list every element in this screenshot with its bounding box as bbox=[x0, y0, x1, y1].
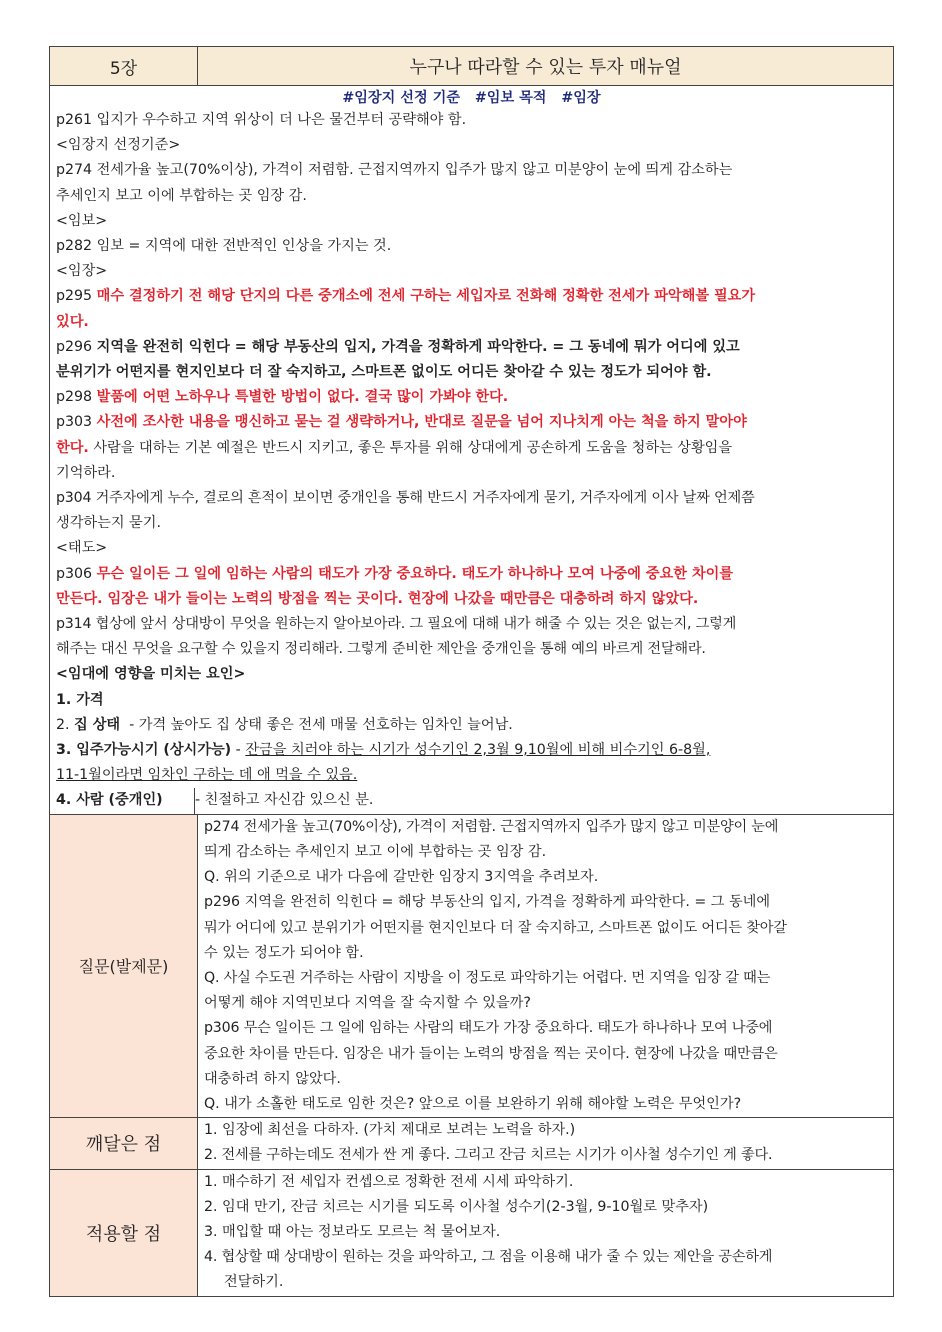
question-1-q: Q. 위의 기준으로 내가 다음에 갈만한 임장지 3지역을 추려보자. bbox=[204, 869, 599, 886]
section-report: <임보> bbox=[56, 212, 108, 229]
realized-row bbox=[50, 1118, 894, 1169]
question-1-line2: 띄게 감소하는 추세인지 보고 이에 부합하는 곳 임장 감. bbox=[204, 843, 547, 860]
title-cell bbox=[198, 47, 894, 86]
worksheet-table bbox=[49, 46, 894, 1297]
realized-label: 깨달은 점 bbox=[85, 1134, 162, 1156]
section-visit: <임장> bbox=[56, 263, 108, 280]
apply-item-3: 3. 매입할 때 아는 정보라도 모르는 척 물어보자. bbox=[204, 1223, 501, 1240]
section-attitude: <태도> bbox=[56, 540, 108, 557]
question-2-line2: 뭐가 어디에 있고 분위기가 어떤지를 현지인보다 더 잘 숙지하고, 스마트폰 없이도 어디든 찾아갈 bbox=[204, 919, 787, 936]
note-p295-line1 bbox=[56, 284, 887, 309]
factor-agent-row bbox=[50, 788, 893, 813]
page-ref: p303 bbox=[56, 414, 97, 431]
note-p261: p261 입지가 우수하고 지역 위상이 더 나은 물건부터 공략해야 함. bbox=[56, 112, 467, 128]
question-2-q1: Q. 사실 수도권 거주하는 사람이 지방을 이 정도로 파악하기는 어렵다. 먼 지역을 임장 갈 때는 bbox=[204, 969, 771, 986]
note-p298 bbox=[56, 385, 887, 410]
note-p303-line1 bbox=[56, 410, 887, 435]
highlight-text: 매수 결정하기 전 해당 단지의 다른 중개소에 전세 구하는 세입자로 전화해 정확한 전세가 파악해볼 필요가 bbox=[96, 288, 756, 305]
bold-text: 지역을 완전히 익힌다 = 해당 부동산의 입지, 가격을 정확하게 파악한다. = 그 동네에 뭐가 어디에 있고 bbox=[96, 338, 740, 355]
realized-item-2: 2. 전세를 구하는데도 전세가 싼 게 좋다. 그리고 잔금 치르는 시기가 이사철 성수기인 게 좋다. bbox=[204, 1147, 773, 1164]
note-p304-line1: p304 거주자에게 누수, 결로의 흔적이 보이면 중개인을 통해 반드시 거주자에게 묻기, 거주자에게 이사 날짜 언제쯤 bbox=[56, 490, 755, 507]
highlight-text: 무슨 일이든 그 일에 임하는 사람의 태도가 가장 중요하다. 태도가 하나하나 모여 나중에 중요한 차이를 bbox=[96, 565, 734, 582]
apply-label: 적용할 점 bbox=[85, 1223, 162, 1245]
page-ref: p306 bbox=[56, 565, 97, 582]
question-3-line2: 중요한 차이를 만든다. 임장은 내가 들이는 노력의 방점을 찍는 곳이다. 현장에 나갔을 때만큼은 bbox=[204, 1045, 778, 1062]
realized-cell bbox=[198, 1118, 894, 1169]
question-2-line3: 수 있는 정도가 되어야 함. bbox=[204, 944, 364, 961]
apply-cell bbox=[198, 1169, 894, 1296]
questions-label: 질문(발제문) bbox=[78, 957, 169, 977]
questions-label-cell bbox=[50, 814, 198, 1117]
note-p306-line2: 만든다. 임장은 내가 들이는 노력의 방점을 찍는 곳이다. 현장에 나갔을 때만큼은 대충하려 하지 않았다. bbox=[56, 590, 699, 607]
factor-title: 3. 입주가능시기 (상시가능) bbox=[56, 742, 232, 759]
question-3-line3: 대충하려 하지 않았다. bbox=[204, 1070, 341, 1087]
factor-desc: 잔금을 치러야 하는 시기가 성수기인 2,3월 9,10월에 비해 비수기인 6-8월, bbox=[245, 742, 711, 759]
note-p303-line3: 기억하라. bbox=[56, 464, 116, 481]
header-row bbox=[50, 47, 894, 86]
apply-item-4-line1: 4. 협상할 때 상대방이 원하는 것을 파악하고, 그 점을 이용해 내가 줄 수 있는 제안을 공손하게 bbox=[204, 1249, 773, 1266]
section-site-criteria: <임장지 선정기준> bbox=[56, 137, 181, 154]
factor-title: 4. 사람 (중개인) bbox=[56, 792, 163, 809]
questions-cell bbox=[198, 814, 894, 1117]
factor-number: 2. bbox=[56, 716, 75, 733]
page-ref: p298 bbox=[56, 389, 97, 406]
note-p304-line2: 생각하는지 묻기. bbox=[56, 515, 161, 532]
note-p295-line2: 있다. bbox=[56, 313, 89, 330]
highlight-text: 한다. bbox=[56, 439, 89, 456]
highlight-text: 사전에 조사한 내용을 맹신하고 묻는 걸 생략하거나, 반대로 질문을 넘어 지나치게 아는 척을 하지 말아야 bbox=[96, 414, 747, 431]
summary-cell bbox=[50, 86, 894, 815]
note-p296-line2: 분위기가 어떤지를 현지인보다 더 잘 숙지하고, 스마트폰 없이도 어디든 찾아갈 수 있는 정도가 되어야 함. bbox=[56, 364, 712, 381]
apply-item-4-line2: 전달하기. bbox=[224, 1274, 284, 1291]
question-3-line1: p306 무슨 일이든 그 일에 임하는 사람의 태도가 가장 중요하다. 태도가 하나하나 모여 나중에 bbox=[204, 1020, 773, 1037]
question-2-q2: 어떻게 해야 지역민보다 지역을 잘 숙지할 수 있을까? bbox=[204, 995, 531, 1012]
note-p314-line1: p314 협상에 앞서 상대방이 무엇을 원하는지 알아보아라. 그 필요에 대해 내가 해줄 수 있는 것은 없는지, 그렇게 bbox=[56, 616, 737, 633]
factor-condition bbox=[56, 713, 887, 738]
factor-move-in-line1 bbox=[56, 738, 887, 763]
realized-label-cell bbox=[50, 1118, 198, 1169]
page-ref: p296 bbox=[56, 338, 97, 355]
factor-title: 집 상태 bbox=[74, 716, 121, 733]
summary-row bbox=[50, 86, 894, 815]
note-p314-line2: 해주는 대신 무엇을 요구할 수 있을지 정리해라. 그렇게 준비한 제안을 중개인을 통해 예의 바르게 전달해라. bbox=[56, 641, 706, 658]
factor-desc: - 가격 높아도 집 상태 좋은 전세 매물 선호하는 임차인 늘어남. bbox=[120, 716, 513, 733]
factor-dash: - bbox=[231, 742, 246, 759]
questions-row bbox=[50, 814, 894, 1117]
page-ref: p295 bbox=[56, 288, 97, 305]
apply-label-cell bbox=[50, 1169, 198, 1296]
note-p303-line2 bbox=[56, 436, 887, 461]
note-p296-line1 bbox=[56, 335, 887, 360]
note-p282: p282 임보 = 지역에 대한 전반적인 인상을 가지는 것. bbox=[56, 238, 392, 255]
plain-text: 사람을 대하는 기본 예절은 반드시 지키고, 좋은 투자를 위해 상대에게 공손하게 도움을 청하는 상황임을 bbox=[88, 439, 733, 456]
factor-desc: - 친절하고 자신감 있으신 분. bbox=[195, 792, 374, 809]
factor-price: 1. 가격 bbox=[56, 691, 104, 708]
chapter-label: 5장 bbox=[109, 58, 138, 79]
hashtags: #임장지 선정 기준 #임보 목적 #임장 bbox=[342, 90, 601, 106]
note-p306-line1 bbox=[56, 562, 887, 587]
note-p274-line1: p274 전세가율 높고(70%이상), 가격이 저렴함. 근접지역까지 입주가 많지 않고 미분양이 눈에 띄게 감소하는 bbox=[56, 162, 733, 179]
question-3-q: Q. 내가 소홀한 태도로 임한 것은? 앞으로 이를 보완하기 위해 해야할 노력은 무엇인가? bbox=[204, 1095, 742, 1112]
note-p274-line2: 추세인지 보고 이에 부합하는 곳 임장 감. bbox=[56, 187, 307, 204]
apply-row bbox=[50, 1169, 894, 1296]
page-title: 누구나 따라할 수 있는 투자 매뉴얼 bbox=[409, 57, 682, 78]
section-rent-factors: <임대에 영향을 미치는 요인> bbox=[56, 666, 246, 683]
question-2-line1: p296 지역을 완전히 익힌다 = 해당 부동산의 입지, 가격을 정확하게 파악한다. = 그 동네에 bbox=[204, 894, 771, 911]
factor-agent-right bbox=[195, 788, 373, 813]
highlight-text: 발품에 어떤 노하우나 특별한 방법이 없다. 결국 많이 가봐야 한다. bbox=[96, 389, 509, 406]
question-1-line1: p274 전세가율 높고(70%이상), 가격이 저렴함. 근접지역까지 입주가 많지 않고 미분양이 눈에 bbox=[204, 818, 779, 835]
factor-agent-left bbox=[50, 788, 195, 813]
apply-item-1: 1. 매수하기 전 세입자 컨셉으로 정확한 전세 시세 파악하기. bbox=[204, 1173, 574, 1190]
chapter-cell bbox=[50, 47, 198, 86]
apply-item-2: 2. 임대 만기, 잔금 치르는 시기를 되도록 이사철 성수기(2-3월, 9-10월로 맞추자) bbox=[204, 1198, 709, 1215]
realized-item-1: 1. 임장에 최선을 다하자. (가치 제대로 보려는 노력을 하자.) bbox=[204, 1122, 576, 1139]
factor-move-in-line2: 11-1월이라면 임차인 구하는 데 애 먹을 수 있음. bbox=[56, 767, 358, 784]
